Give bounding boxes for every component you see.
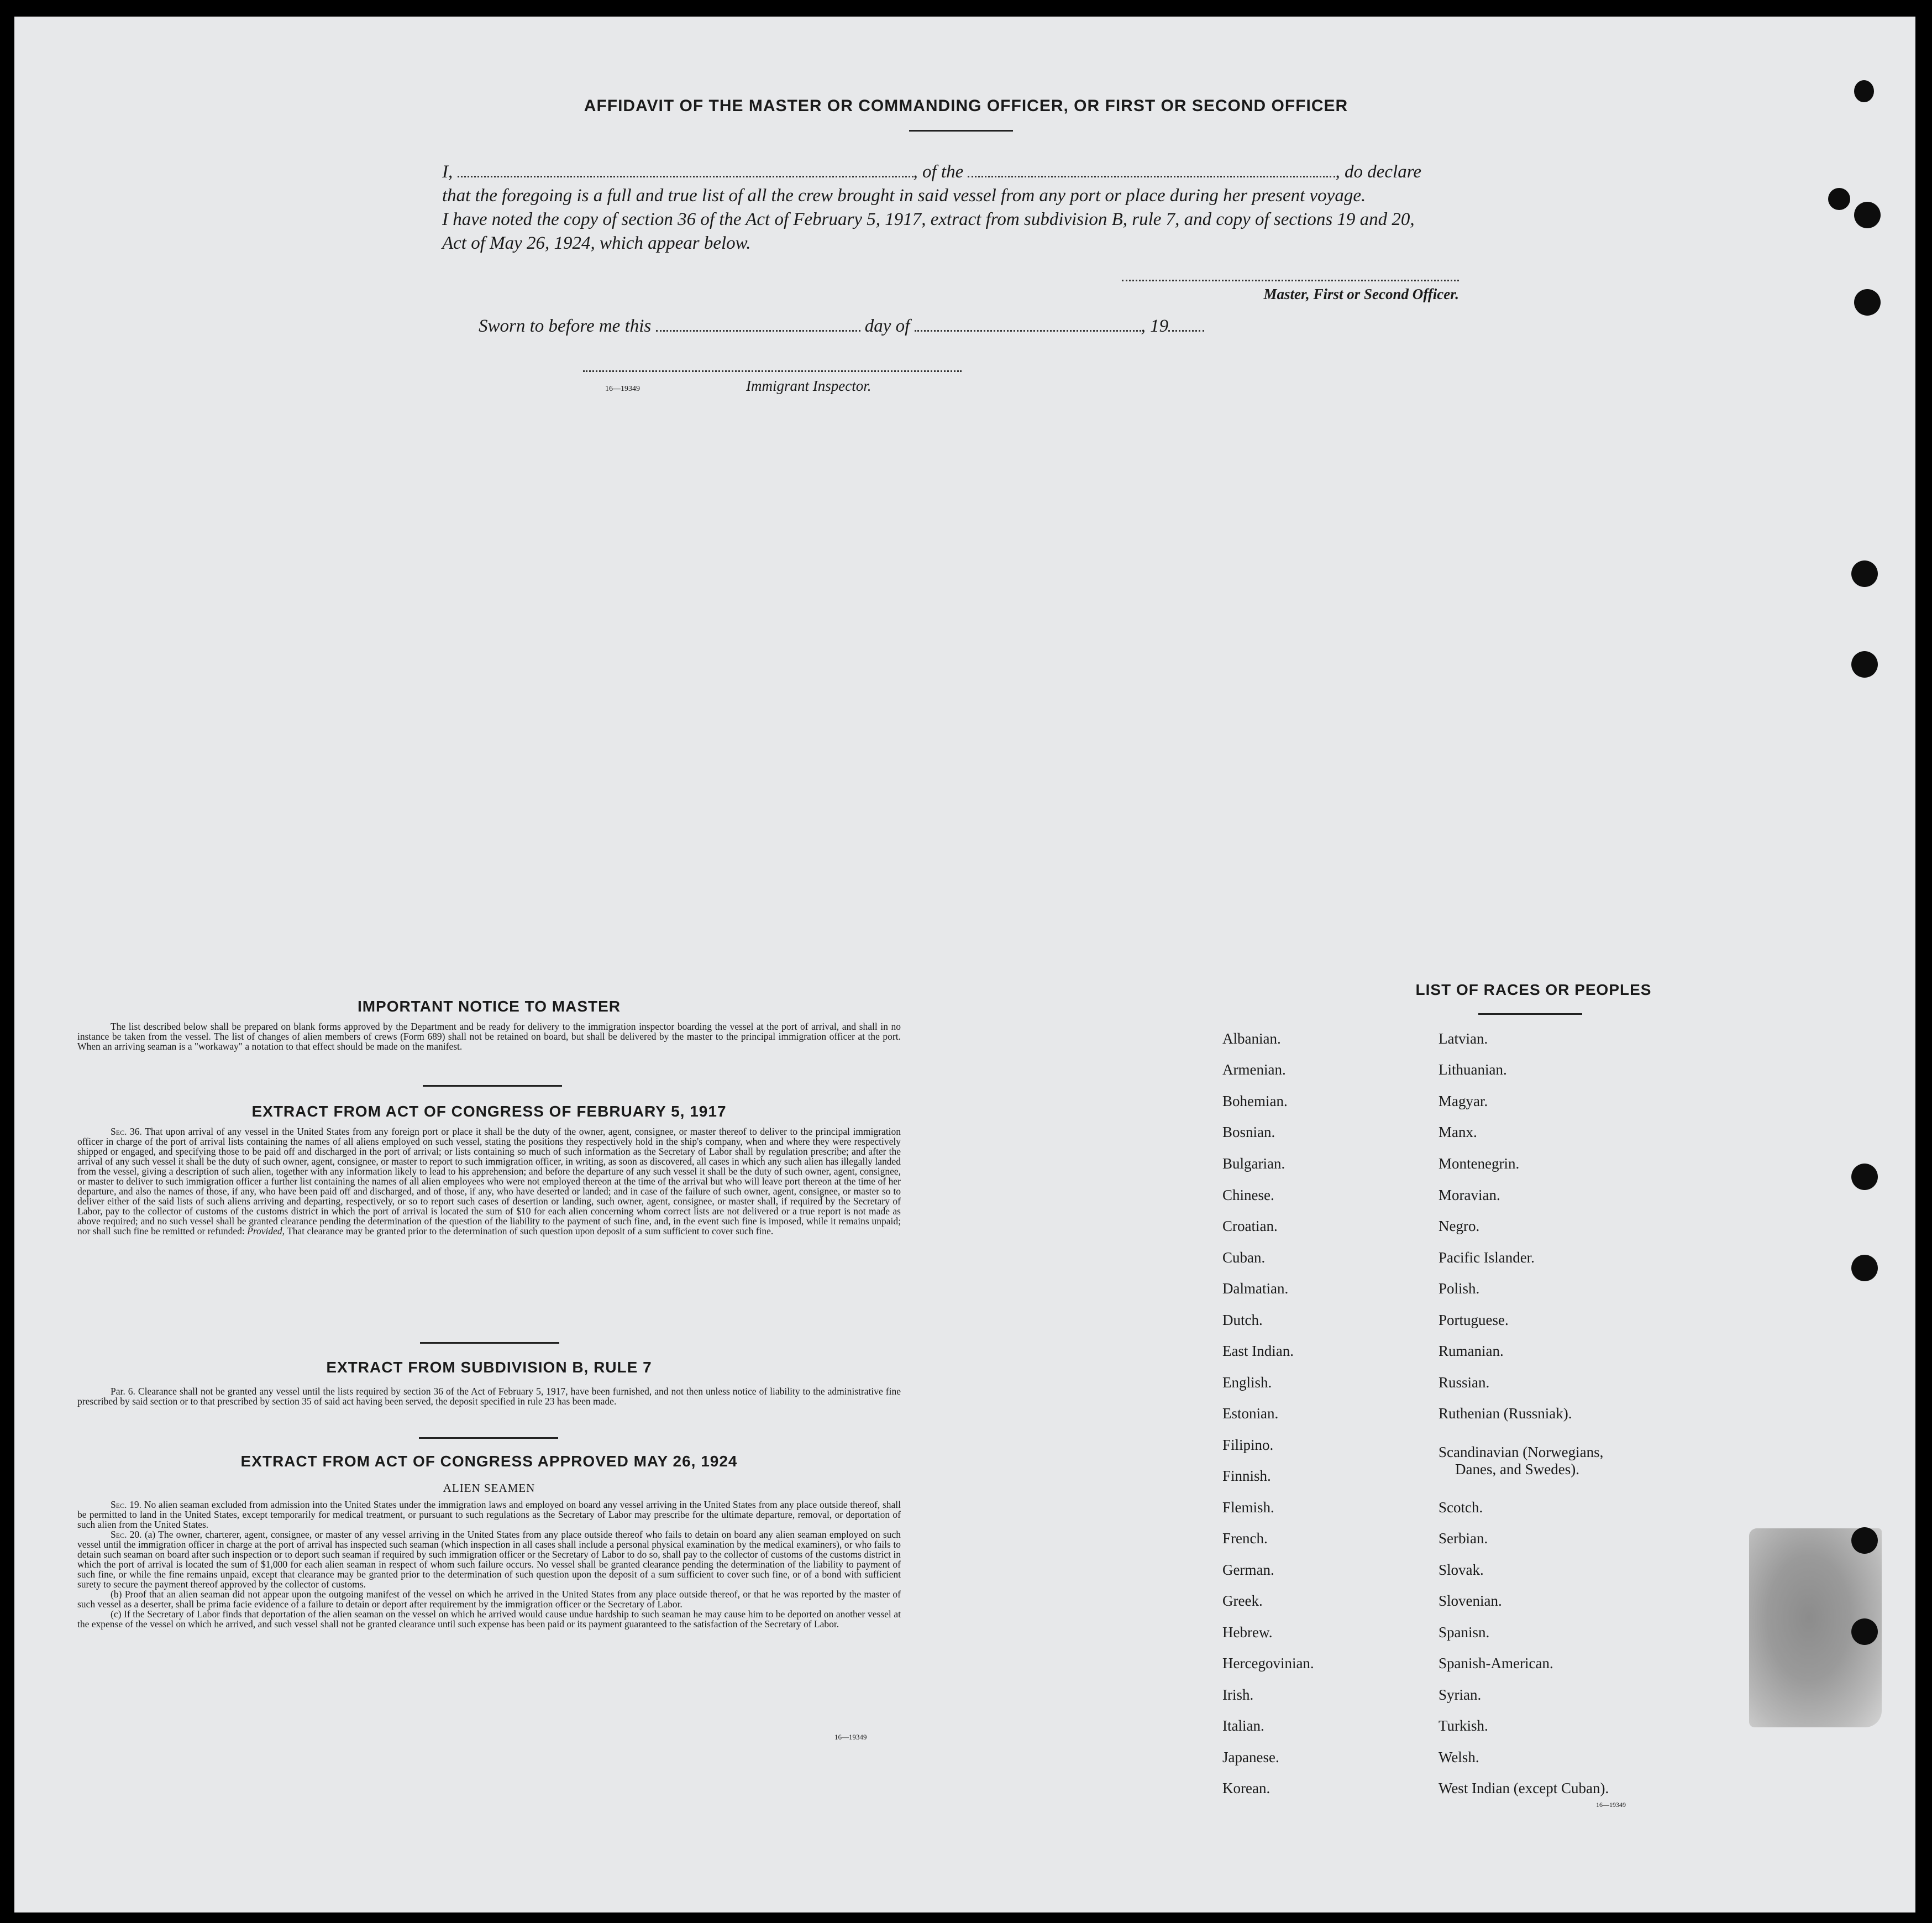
race-left: Bosnian.: [1222, 1124, 1275, 1140]
race-left: Greek.: [1222, 1592, 1263, 1609]
sec-20-label: Sec. 20.: [111, 1529, 142, 1540]
affidavit-line-4: Act of May 26, 1924, which appear below.: [442, 233, 751, 253]
section-divider: [419, 1437, 558, 1439]
name-blank[interactable]: [458, 176, 914, 177]
month-blank[interactable]: [915, 330, 1141, 332]
race-left: Estonian.: [1222, 1405, 1279, 1422]
race-right: Latvian.: [1439, 1030, 1488, 1047]
affidavit-line-3: I have noted the copy of section 36 of the Act of February 5, 1917, extract from subdivision B, rule 7, and copy of sections 19 and 20,: [442, 209, 1415, 229]
sworn-text: Sworn to before me this: [479, 316, 652, 336]
race-right: Scotch.: [1439, 1499, 1483, 1516]
sec-19-text: No alien seaman excluded from admission into the United States under the immigration laws and employed on board any vessel arriving in the United States from any place outside thereof, shall be permitted to land in the United States, except temporarily for medical treatment, or pursuant to such regulations as the Secretary of Labor may prescribe for the ultimate departure, removal, or deportation of such alien from the United States.: [77, 1499, 901, 1530]
race-right: Syrian.: [1439, 1686, 1482, 1703]
rule7-paragraph: Par. 6. Clearance shall not be granted any vessel until the lists required by section 36 of the Act of February 5, 1917, have been furnished, and not then unless notice of liability to the administrative fine prescribed by said section or to that prescribed by section 35 of said act having been served, the deposit specified in rule 23 has been made.: [77, 1386, 901, 1407]
race-right: Montenegrin.: [1439, 1155, 1520, 1172]
race-right: Magyar.: [1439, 1093, 1488, 1109]
race-left: Japanese.: [1222, 1749, 1279, 1765]
affidavit-do-declare: , do declare: [1335, 162, 1421, 182]
signature-caption: Master, First or Second Officer.: [1263, 286, 1459, 302]
punch-hole: [1851, 1255, 1878, 1281]
signature-block: [1122, 280, 1459, 303]
race-left: Croatian.: [1222, 1218, 1278, 1234]
form-code: 16—19349: [605, 385, 640, 393]
extract-1924-title: EXTRACT FROM ACT OF CONGRESS APPROVED MAY 26, 1924: [240, 1453, 738, 1470]
notice-text: [77, 1021, 901, 1051]
punch-hole: [1851, 1164, 1878, 1190]
race-right-continued: Danes, and Swedes).: [1455, 1461, 1579, 1477]
form-code: 16—19349: [834, 1733, 867, 1741]
punch-hole: [1828, 188, 1850, 210]
race-left: Bohemian.: [1222, 1093, 1288, 1109]
races-title: LIST OF RACES OR PEOPLES: [1415, 981, 1652, 998]
sec-19-label: Sec. 19.: [111, 1499, 142, 1510]
title-divider: [909, 130, 1013, 132]
sec-20c-text: (c) If the Secretary of Labor finds that deportation of the alien seaman on the vessel on which he arrived would cause undue hardship to such seaman he may cause him to be deported on another vessel at the expense of the vessel on which he arrived, and such vessel shall not be granted clearance until such expense has been paid or its payment guaranteed to the satisfaction of the Secretary of Labor.: [77, 1608, 901, 1629]
form-code: 16—19349: [1596, 1801, 1626, 1809]
race-left: Chinese.: [1222, 1187, 1274, 1203]
affidavit-line-2: that the foregoing is a full and true list of all the crew brought in said vessel from any port or place during her present voyage.: [442, 186, 1366, 206]
race-left: Irish.: [1222, 1686, 1254, 1703]
punch-hole: [1851, 560, 1878, 587]
race-left: Finnish.: [1222, 1468, 1271, 1484]
race-right: West Indian (except Cuban).: [1439, 1780, 1609, 1796]
extract-rule7-title: EXTRACT FROM SUBDIVISION B, RULE 7: [326, 1359, 652, 1376]
race-right: Russian.: [1439, 1374, 1490, 1391]
section-divider: [420, 1342, 559, 1344]
sec-36-label: Sec. 36.: [111, 1126, 142, 1137]
inspector-block: [583, 370, 962, 395]
race-left: Italian.: [1222, 1717, 1264, 1734]
punch-hole: [1851, 651, 1878, 678]
race-right: Scandinavian (Norwegians,: [1439, 1444, 1604, 1460]
race-right: Lithuanian.: [1439, 1061, 1507, 1078]
punch-hole: [1851, 1618, 1878, 1645]
race-right: Slovenian.: [1439, 1592, 1502, 1609]
extract-1917-title: EXTRACT FROM ACT OF CONGRESS OF FEBRUARY 5, 1917: [251, 1103, 727, 1120]
race-right: Ruthenian (Russniak).: [1439, 1405, 1572, 1422]
year-blank[interactable]: [1168, 330, 1204, 332]
section-divider: [423, 1085, 562, 1087]
race-left: Hebrew.: [1222, 1624, 1273, 1641]
race-right: Rumanian.: [1439, 1343, 1504, 1359]
affidavit-body: [442, 160, 1481, 255]
sworn-line: [479, 316, 1204, 337]
sec-20b-text: (b) Proof that an alien seaman did not appear upon the outgoing manifest of the vessel on which he arrived in the United States from any place outside thereof, or that he was reported by the master of such vessel as a deserter, shall be prima facie evidence of a failure to detain or deport after requirement by the immigration officer or the Secretary of Labor.: [77, 1589, 901, 1610]
affidavit-of-the: , of the: [913, 162, 964, 182]
day-blank[interactable]: [656, 330, 860, 332]
sec-36-text: That upon arrival of any vessel in the United States from any foreign port or place it shall be the duty of the owner, agent, consignee, or master thereof to deliver to the principal immigration officer in charge of the port of arrival lists containing the names of all aliens employed on such vessel, stating the positions they respectively hold in the ship's company, when and where they were respectively shipped or engaged, and specifying those to be paid off and discharged in the port of arrival; or lists containing so much of such information as the Secretary of Labor shall by regulation prescribe; and after the arrival of any such vessel it shall be the duty of such owner, agent, consignee, or master to report to such immigration officer, in writing, as soon as discovered, all cases in which any such alien has illegally landed from the vessel, giving a description of such alien, together with any information likely to lead to his apprehension; and before the departure of any such vessel it shall be the duty of such owner, agent, consignee, or master to deliver to such immigration officer a further list containing the names of all alien employees who were not employed thereon at the time of the arrival but who will leave port thereon at the time of her departure, and also the names of those, if any, who have been paid off and discharged, and of those, if any, who have deserted or landed; and in case of the failure of such owner, agent, consignee, or master so to deliver either of the said lists of such aliens arriving and departing, respectively, or so to report such cases of desertion or landing, such owner, agent, consignee, or master shall, if required by the Secretary of Labor, pay to the collector of customs of the customs district in which the port of arrival is located the sum of $10 for each alien concerning whom correct lists are not delivered or a true report is not made as above required; and no such vessel shall be granted clearance pending the determination of the question of the liability to the payment of such fine, and, in the event such fine is imposed, while it remains unpaid; nor shall such fine be remitted or refunded:: [77, 1126, 901, 1236]
race-right: Negro.: [1439, 1218, 1480, 1234]
affidavit-line-1: [442, 160, 1481, 184]
vessel-blank[interactable]: [968, 176, 1335, 177]
race-right: Portuguese.: [1439, 1312, 1509, 1328]
race-right: Welsh.: [1439, 1749, 1479, 1765]
race-left: Armenian.: [1222, 1061, 1286, 1078]
punch-hole: [1854, 202, 1881, 228]
alien-seamen-subtitle: ALIEN SEAMEN: [443, 1481, 536, 1495]
signature-line[interactable]: [1122, 280, 1459, 281]
race-right: Serbian.: [1439, 1530, 1488, 1547]
provided-text: Provided,: [247, 1225, 285, 1236]
notice-paragraph: The list described below shall be prepared on blank forms approved by the Department and be ready for delivery to the immigration inspector boarding the vessel at the port of arrival, and shall in no instance be taken from the vessel. The list of changes of alien members of crews (Form 689) shall not be retained on board, but shall be delivered by the master to the principal immigration officer at the port. When an arriving seaman is a "workaway" a notation to that effect should be made on the manifest.: [77, 1021, 901, 1052]
race-left: East Indian.: [1222, 1343, 1294, 1359]
race-left: Albanian.: [1222, 1030, 1281, 1047]
race-right: Spanisn.: [1439, 1624, 1490, 1641]
race-left: Hercegovinian.: [1222, 1655, 1314, 1672]
race-right: Pacific Islander.: [1439, 1249, 1535, 1266]
race-left: German.: [1222, 1562, 1274, 1578]
punch-hole: [1854, 289, 1881, 316]
race-left: Korean.: [1222, 1780, 1271, 1796]
race-right: Manx.: [1439, 1124, 1477, 1140]
extract-1924-text: [77, 1500, 901, 1629]
affidavit-i: I,: [442, 162, 453, 182]
extract-1917-text: [77, 1126, 901, 1236]
race-left: Dalmatian.: [1222, 1280, 1289, 1297]
inspector-signature-line[interactable]: [583, 370, 962, 372]
day-of-text: day of: [864, 316, 910, 336]
affidavit-title: AFFIDAVIT OF THE MASTER OR COMMANDING OFFICER, OR FIRST OR SECOND OFFICER: [584, 97, 1348, 115]
year-text: , 19: [1141, 316, 1169, 336]
extract-rule7-text: [77, 1386, 901, 1406]
section-divider: [1478, 1013, 1582, 1015]
race-right: Slovak.: [1439, 1562, 1484, 1578]
race-left: French.: [1222, 1530, 1268, 1547]
race-right: Moravian.: [1439, 1187, 1500, 1203]
race-right: Polish.: [1439, 1280, 1480, 1297]
sec-36-text-end: That clearance may be granted prior to the determination of such question upon deposit of a sum sufficient to cover such fine.: [287, 1225, 774, 1236]
race-left: Bulgarian.: [1222, 1155, 1285, 1172]
race-left: English.: [1222, 1374, 1272, 1391]
notice-title: IMPORTANT NOTICE TO MASTER: [357, 998, 621, 1015]
race-left: Dutch.: [1222, 1312, 1263, 1328]
race-left: Flemish.: [1222, 1499, 1274, 1516]
sec-20a-text: (a) The owner, charterer, agent, consignee, or master of any vessel arriving in the United States from any place outside thereof who fails to detain on board any alien seaman employed on such vessel until the immigration officer in charge at the port of arrival has inspected such seaman (which inspection in all cases shall include a personal physical examination by the medical examiners), or who fails to detain such seaman on board after such inspection or to deport such seaman if required by such immigration officer or the Secretary of Labor to do so, shall pay to the collector of customs of the customs district in which the port of arrival is located the sum of $1,000 for each alien seaman in respect of whom such failure occurs. No vessel shall be granted clearance pending the determination of the liability to payment of such fine, or while the fine remains unpaid, except that clearance may be granted prior to the determination of such question upon the deposit of a sum sufficient to cover such fine, or of a bond with sufficient surety to secure the payment thereof approved by the collector of customs.: [77, 1529, 901, 1590]
punch-hole: [1851, 1527, 1878, 1554]
race-right: Turkish.: [1439, 1717, 1488, 1734]
race-left: Cuban.: [1222, 1249, 1266, 1266]
race-left: Filipino.: [1222, 1437, 1274, 1453]
race-right: Spanish-American.: [1439, 1655, 1553, 1672]
inspector-caption: Immigrant Inspector.: [746, 378, 872, 394]
